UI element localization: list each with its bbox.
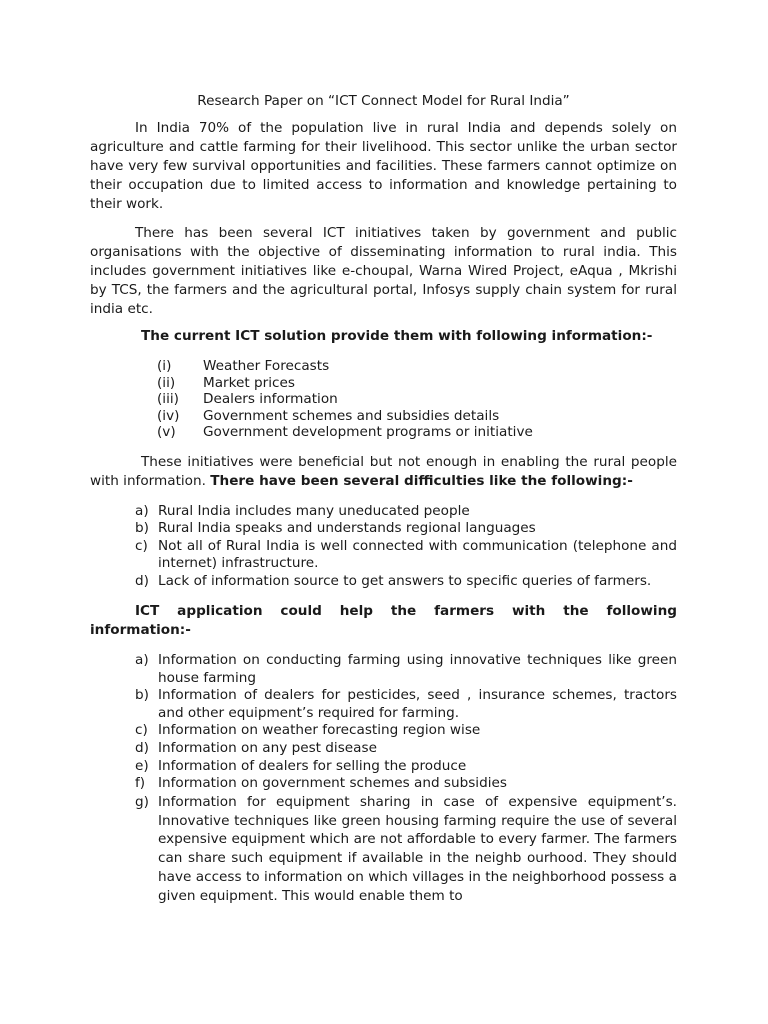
list-item-text: Not all of Rural India is well connected with communication (telephone and internet) infrastructure.	[158, 537, 677, 572]
list-item-text: Information on conducting farming using innovative techniques like green house farming	[158, 652, 677, 686]
list-item-text: Weather Forecasts	[203, 358, 330, 374]
list-item	[90, 358, 677, 375]
current-solution-heading: The current ICT solution provide them with following information:-	[141, 328, 653, 344]
list-marker: (ii)	[157, 374, 176, 391]
list-marker: (iv)	[157, 407, 180, 424]
list-item	[90, 375, 677, 392]
list-marker: b)	[135, 687, 149, 704]
list-marker: g)	[135, 793, 149, 810]
intro-paragraph: In India 70% of the population live in rural India and depends solely on agriculture and cattle farming for their livelihood. This sector unlike the urban sector have very few survival opportunities and facilities. These farmers cannot optimize on their occupation due to limited access to information and knowledge pertaining to their work.	[90, 120, 677, 212]
list-item	[90, 520, 677, 537]
list-marker: b)	[135, 520, 149, 537]
list-item	[90, 573, 677, 590]
list-item	[90, 793, 677, 906]
list-item-text: Market prices	[203, 374, 295, 391]
list-item-text: Rural India speaks and understands regional languages	[158, 520, 536, 537]
list-item-text: Information on any pest disease	[158, 739, 377, 756]
list-marker: (i)	[157, 358, 172, 374]
list-item	[90, 775, 677, 793]
list-item	[90, 424, 677, 441]
current-info-list	[90, 358, 677, 441]
list-item-text: Government schemes and subsidies details	[203, 407, 500, 424]
list-item	[90, 538, 677, 573]
list-item-text: Government development programs or initiative	[203, 424, 533, 441]
ict-info-list	[90, 652, 677, 906]
list-marker: e)	[135, 757, 149, 774]
list-item-text: Information for equipment sharing in case of expensive equipment’s. Innovative techniques like green housing farming require the use of several expensive equipment which are not affordable to every farmer. The farmers can share such equipment if available in the neighb ourhood. They should have access to information on which villages in the neighborhood possess a given equipment. This would enable them to	[158, 793, 677, 904]
list-marker: (v)	[157, 424, 176, 441]
document-title: Research Paper on “ICT Connect Model for Rural India”	[197, 93, 570, 109]
difficulties-intro-text: These initiatives were beneficial but not enough in enabling the rural people with information.	[90, 453, 677, 489]
list-item-text: Information of dealers for selling the produce	[158, 757, 467, 774]
list-marker: c)	[135, 722, 148, 739]
list-marker: (iii)	[157, 391, 179, 408]
list-item	[90, 391, 677, 408]
list-item-text: Information on weather forecasting region wise	[158, 722, 481, 739]
list-marker: c)	[135, 537, 148, 554]
list-item-text: Rural India includes many uneducated people	[158, 502, 470, 519]
list-item	[90, 687, 677, 722]
ict-application-heading: ICT application could help the farmers with the following information:-	[90, 603, 677, 638]
list-item-text: Dealers information	[203, 391, 338, 408]
list-marker: a)	[135, 502, 149, 519]
list-item	[90, 408, 677, 425]
list-item-text: Information on government schemes and subsidies	[158, 775, 507, 792]
initiatives-paragraph: There has been several ICT initiatives taken by government and public organisations with the objective of disseminating information to rural india. This includes government initiatives like e-choupal, Warna Wired Project, eAqua , Mkrishi by TCS, the farmers and the agricultural portal, Infosys supply chain system for rural india etc.	[90, 225, 677, 317]
list-item	[90, 740, 677, 758]
list-marker: d)	[135, 739, 149, 756]
list-item-text: Information of dealers for pesticides, seed , insurance schemes, tractors and other equipment’s required for farming.	[158, 687, 677, 721]
list-marker: f)	[135, 775, 146, 792]
list-item	[90, 652, 677, 687]
document-page	[90, 92, 677, 918]
difficulties-list	[90, 503, 677, 590]
list-marker: d)	[135, 572, 149, 589]
difficulties-heading: There have been several difficulties like the following:-	[210, 472, 633, 489]
difficulties-paragraph	[90, 453, 677, 491]
list-item-text: Lack of information source to get answers to specific queries of farmers.	[158, 572, 652, 589]
list-item	[90, 722, 677, 740]
list-item	[90, 503, 677, 520]
list-item	[90, 758, 677, 776]
list-marker: a)	[135, 652, 149, 668]
